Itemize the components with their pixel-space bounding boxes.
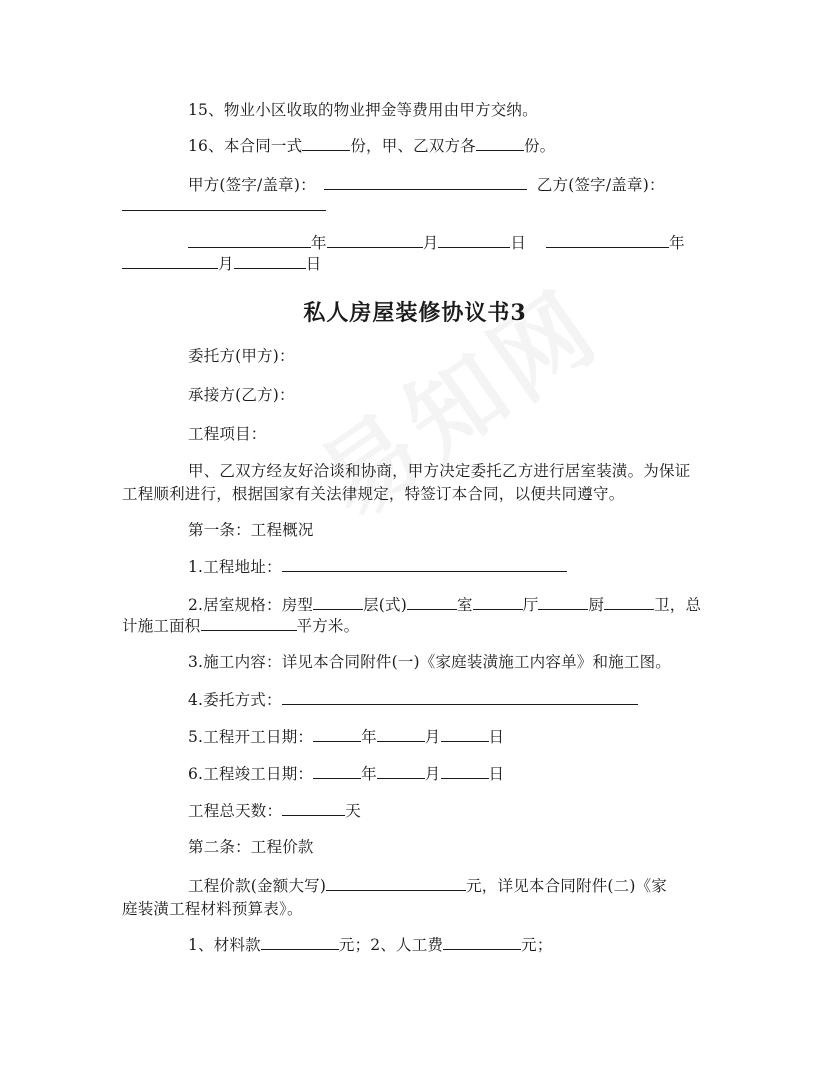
material-cost-label: 1、材料款: [188, 936, 261, 954]
price-text: 元，详见本合同附件(二)《家: [466, 877, 668, 895]
material-labor-costs: [188, 935, 553, 955]
contract-price-cont: 庭装潢工程材料预算表》。: [122, 900, 303, 918]
blank-line: [326, 876, 466, 891]
intro-paragraph-line1: 甲、乙双方经友好洽谈和协商，甲方决定委托乙方进行居室装潢。为保证: [188, 462, 691, 480]
date-line: [188, 233, 685, 253]
construction-area: [122, 616, 359, 636]
month-label: 月: [424, 765, 441, 783]
room-spec-text: 厅: [522, 596, 539, 614]
room-spec: [188, 595, 701, 615]
blank-line: [302, 136, 350, 151]
day-label: 日: [305, 255, 322, 273]
blank-line: [377, 727, 425, 742]
month-label: 月: [424, 728, 441, 746]
document-title: 私人房屋装修协议书3: [303, 300, 527, 326]
party-b-signature-label: 乙方(签字/盖章)：: [536, 176, 665, 194]
day-label: 日: [510, 234, 527, 252]
blank-line: [261, 935, 339, 950]
client-label: 委托方(甲方)：: [188, 347, 295, 365]
clause-16-text-b: 份，甲、乙双方各: [350, 137, 476, 155]
total-days-label: 工程总天数：: [188, 802, 283, 820]
blank-line: [441, 764, 489, 779]
blank-line: [476, 136, 524, 151]
date-line-cont: [122, 254, 321, 274]
price-label: 工程价款(金额大写): [188, 877, 327, 895]
year-label: 年: [361, 765, 377, 783]
end-date: [188, 764, 504, 784]
cost-unit: 元；: [521, 936, 553, 954]
intro-paragraph-line2: 工程顺利进行，根据国家有关法律规定，特签订本合同，以便共同遵守。: [122, 485, 625, 503]
start-date: [188, 727, 504, 747]
room-spec-text: 厨: [588, 596, 605, 614]
month-label: 月: [422, 234, 439, 252]
blank-line: [234, 254, 306, 269]
blank-line: [546, 233, 669, 248]
contract-price: [188, 876, 667, 896]
blank-line: [313, 727, 361, 742]
blank-line: [282, 557, 567, 572]
article-2-heading: 第二条：工程价款: [188, 838, 314, 856]
blank-line: [538, 595, 588, 610]
blank-line: [188, 233, 311, 248]
clause-15: 15、物业小区收取的物业押金等费用由甲方交纳。: [188, 101, 538, 119]
blank-line: [377, 764, 425, 779]
blank-line: [201, 616, 297, 631]
room-spec-text: 室: [457, 596, 473, 614]
labor-cost-label: 元；2、人工费: [338, 936, 444, 954]
start-date-label: 5.工程开工日期：: [188, 728, 314, 746]
commission-mode-label: 4.委托方式：: [188, 691, 282, 709]
blank-line: [604, 595, 654, 610]
party-a-signature-label: 甲方(签字/盖章)：: [188, 176, 316, 194]
signature-line: [188, 175, 665, 195]
blank-line: [282, 801, 345, 816]
construction-content: 3.施工内容：详见本合同附件(一)《家庭装潢施工内容单》和施工图。: [188, 653, 671, 671]
blank-line: [122, 254, 218, 269]
total-days-unit: 天: [345, 802, 361, 820]
clause-16-text-c: 份。: [523, 137, 556, 155]
article-1-heading: 第一条：工程概况: [188, 521, 314, 539]
year-label: 年: [311, 234, 327, 252]
blank-line: [282, 690, 638, 705]
total-days: [188, 801, 361, 821]
blank-line: [441, 727, 489, 742]
project-address: [188, 557, 567, 577]
room-spec-text: 层(式): [363, 596, 407, 614]
blank-line: [473, 595, 523, 610]
month-label: 月: [218, 255, 234, 273]
blank-line: [327, 233, 423, 248]
blank-line: [407, 595, 457, 610]
project-address-label: 1.工程地址：: [188, 558, 282, 576]
year-label: 年: [669, 234, 685, 252]
project-label: 工程项目：: [188, 425, 267, 443]
day-label: 日: [488, 728, 505, 746]
blank-line: [122, 196, 326, 211]
end-date-label: 6.工程竣工日期：: [188, 765, 314, 783]
blank-line: [313, 595, 363, 610]
clause-16: [188, 136, 555, 156]
year-label: 年: [361, 728, 377, 746]
commission-mode: [188, 690, 638, 710]
room-spec-text: 2.居室规格：房型: [188, 596, 314, 614]
blank-line: [443, 935, 521, 950]
day-label: 日: [488, 765, 505, 783]
area-label: 计施工面积: [122, 617, 201, 635]
clause-16-text-a: 16、本合同一式: [188, 137, 303, 155]
room-spec-text: 卫，总: [654, 596, 702, 614]
blank-line: [438, 233, 510, 248]
signature-line-cont: [122, 196, 326, 216]
blank-line: [313, 764, 361, 779]
contractor-label: 承接方(乙方)：: [188, 386, 295, 404]
blank-line: [324, 175, 527, 190]
area-unit: 平方米。: [296, 617, 360, 635]
